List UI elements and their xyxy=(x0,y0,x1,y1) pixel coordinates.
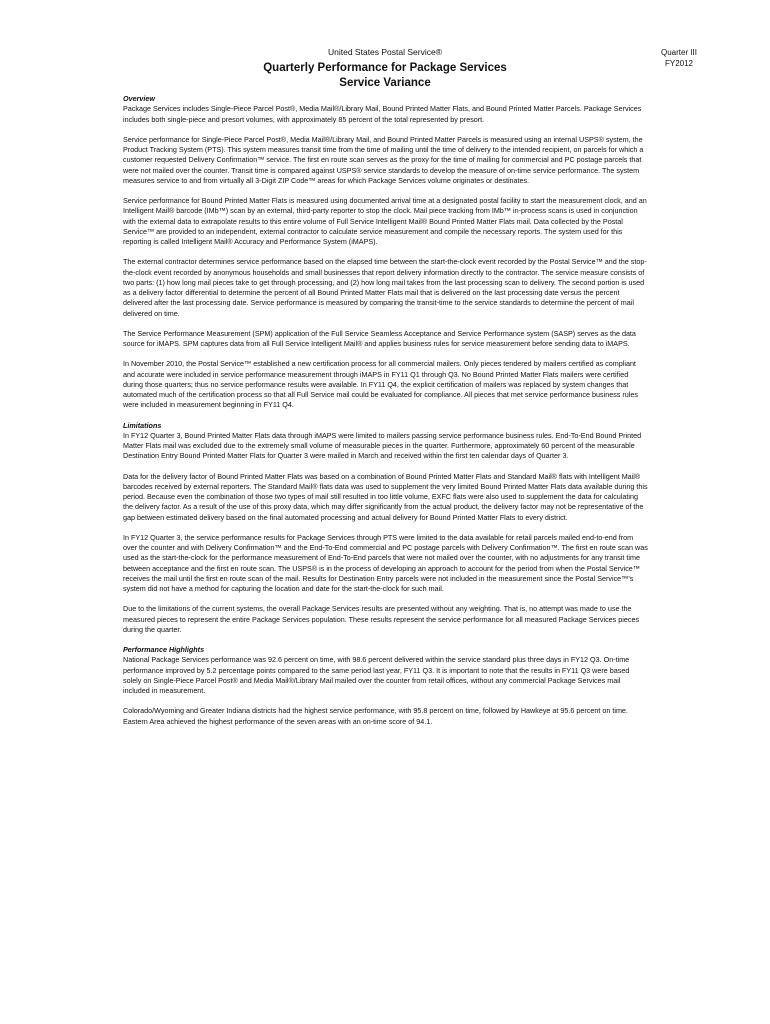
overview-paragraph-2: Service performance for Single-Piece Parcel Post®, Media Mail®/Library Mail, and Bound Printed Matter Parcels is measured using an internal USPS® system, the Product Tracking System (PTS). This system measures transit time from the time of mailing until the time of delivery to the intended recipient, on parcels for which a customer requested Delivery Confirmation™ service. The first en route scan serves as the proxy for the time of mailing for commercial and PC postage parcels that were not mailed over the counter. Transit time is compared against USPS® service standards to develop the measure of on-time service performance. The system measures service to and from virtually all 3-Digit ZIP Code™ areas for which Package Services volume originates or destinates. xyxy=(123,134,644,185)
organization-name: United States Postal Service® xyxy=(328,47,442,57)
highlights-paragraph-2: Colorado/Wyoming and Greater Indiana districts had the highest service performance, with 95.8 percent on time, followed by Hawkeye at 95.6 percent on time. Eastern Area achieved the highest performance of the seven areas with an on-time score of 94.1. xyxy=(123,706,628,726)
highlights-heading: Performance Highlights xyxy=(123,645,205,654)
limitations-paragraph-4: Due to the limitations of the current systems, the overall Package Services results are presented without any weighting. That is, no attempt was made to use the measured pieces to represent the entire Package Services population. These results represent the service performance for all measured Package Services pieces during the quarter. xyxy=(123,604,640,634)
quarter-label: Quarter III xyxy=(660,48,697,57)
overview-heading: Overview xyxy=(123,94,155,103)
limitations-paragraph-3: In FY12 Quarter 3, the service performance results for Package Services through PTS were limited to the data available for retail parcels mailed end-to-end from over the counter and with Delivery Confirmation™ and the End-To-End commercial and PC postage parcels with Delivery Confirmation™. The first en route scan was used as the start-the-clock for the performance measurement of End-To-End parcels that were not mailed over the counter, with no adjustments for any transit time between acceptance and the first en route scan. The USPS® is in the process of developing an approach to account for the period from when the Postal Service™ receives the mail until the first en route scan of the mail. Results for Destination Entry parcels were not included in the measurement since the Postal Service™'s system did not have a method for capturing the location and date for the start-the-clock for such mail. xyxy=(123,532,648,593)
limitations-paragraph-2: Data for the delivery factor of Bound Printed Matter Flats was based on a combination of Bound Printed Matter Flats and Standard Mail® flats with Intelligent Mail® barcodes received by external reporters. The Standard Mail® flats data was used to supplement the very limited Bound Printed Matter Flats data available during this period. Because even the combination of those two types of mail still resulted in too little volume, EXFC flats were also used to supplement the data for calculating the delivery factor. As a result of the use of this proxy data, which may differ significantly from the actual product, the delivery factor may not be representative of the gap between estimated delivery based on the final automated processing and actual delivery for Bound Printed Matter Flats to every district. xyxy=(123,471,648,522)
overview-paragraph-6: In November 2010, the Postal Service™ established a new certification process for all commercial mailers. Only pieces tendered by mailers certified as compliant and accurate were included in service performance measurement through iMAPS in FY11 Q1 through Q3. No Bound Printed Matter Flats mailers were certified during those quarters; thus no service performance results were available. In FY11 Q4, the explicit certification of mailers was replaced by system changes that automated much of the certification process so that all Full Service mail could be evaluated for compliance. All pieces that met service performance business rules were included in measurement beginning in FY11 Q4. xyxy=(123,359,638,410)
title-line-2: Service Variance xyxy=(339,77,431,89)
overview-paragraph-1: Package Services includes Single-Piece Parcel Post®, Media Mail®/Library Mail, Bound Printed Matter Flats, and Bound Printed Matter Parcels. Package Services includes both single-piece and presort volumes, with approximately 85 percent of the total represented by presort. xyxy=(123,104,642,124)
fiscal-year-label: FY2012 xyxy=(664,59,694,68)
report-period xyxy=(640,47,718,69)
overview-paragraph-5: The Service Performance Measurement (SPM) application of the Full Service Seamless Acceptance and Service Performance system (SASP) serves as the data source for iMAPS. SPM captures data from all Full Service Intelligent Mail® and applies business rules for service measurement before sending data to iMAPS. xyxy=(123,328,636,348)
title-line-1: Quarterly Performance for Package Services xyxy=(263,62,507,74)
overview-paragraph-3: Service performance for Bound Printed Matter Flats is measured using documented arrival time at a designated postal facility to start the measurement clock, and an Intelligent Mail® barcode (IMb™) scan by an external, third-party reporter to stop the clock. Mail piece tracking from IMb™ in-process scans is used in conjunction with the external data to extrapolate results to this entire volume of Full Service Intelligent Mail® Bound Printed Matter Flats mail. Data collected by the Postal Service™ are provided to an independent, external contractor to calculate service measurement and compile the necessary reports. The system used for this reporting is called Intelligent Mail® Accuracy and Performance System (iMAPS). xyxy=(123,196,647,246)
limitations-paragraph-1: In FY12 Quarter 3, Bound Printed Matter Flats data through iMAPS were limited to mailers passing service performance business rules. End-To-End Bound Printed Matter Flats mail was excluded due to the extremely small volume of measurable pieces in the quarter. Furthermore, approximately 60 percent of the measurable Destination Entry Bound Printed Matter Flats for Quarter 3 were mailed in March and received within the first ten calendar days of Quarter 3. xyxy=(123,430,642,461)
report-body xyxy=(123,94,648,737)
highlights-paragraph-1: National Package Services performance was 92.6 percent on time, with 98.6 percent delivered within the service standard plus three days in FY12 Q3. On-time performance improved by 5.2 percentage points compared to the same period last year, FY11 Q3. It is important to note that the results in FY11 Q3 were based solely on Single-Piece Parcel Post® and Media Mail®/Library Mail mailed over the counter from retail offices, without any commercial Package Services mail included in measurement. xyxy=(123,655,630,695)
overview-paragraph-4: The external contractor determines service performance based on the elapsed time between the start-the-clock event recorded by the Postal Service™ and the stop-the-clock event recorded by anonymous households and small businesses that report delivery information directly to the contractor. The service measure consists of two parts: (1) how long mail pieces take to get through processing, and (2) how long mail takes from the last processing scan to delivery. The second portion is used as a delivery factor differential to determine the percent of all Bound Printed Matter Flats mail that is delivered on the last processing date versus the percent delivered after the last processing date. Service performance is measured by comparing the transit-time to the service standards to determine the percent of mail delivered on time. xyxy=(123,257,647,318)
limitations-heading: Limitations xyxy=(123,420,162,430)
